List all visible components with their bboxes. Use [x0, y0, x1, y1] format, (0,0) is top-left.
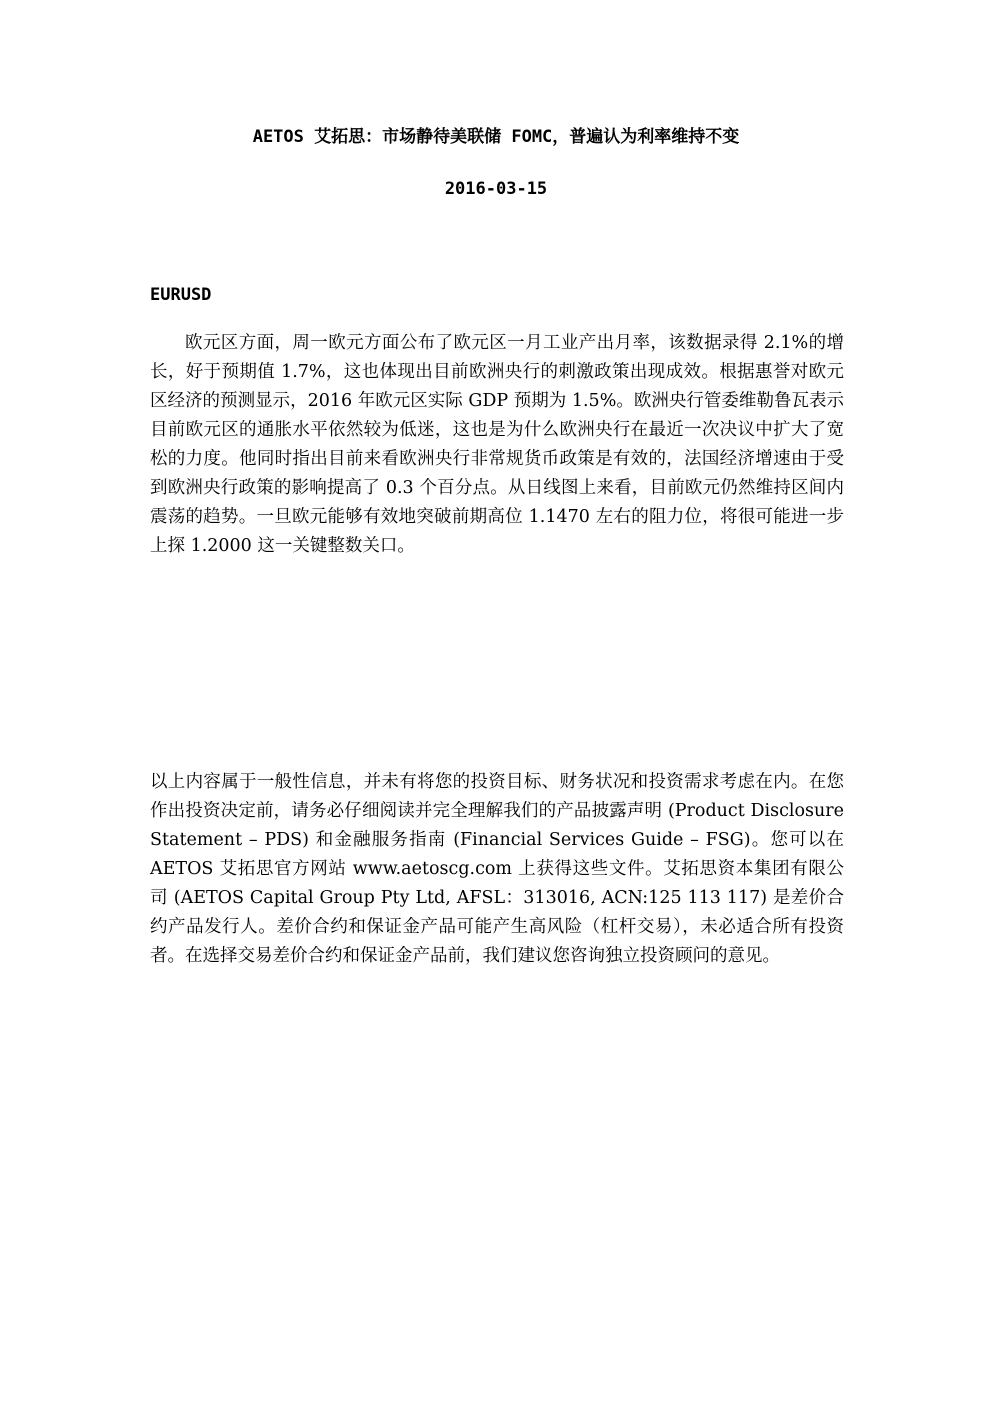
document-date: 2016-03-15	[444, 179, 548, 199]
article-paragraph: 欧元区方面，周一欧元方面公布了欧元区一月工业产出月率，该数据录得 2.1%的增长，好于预期值 1.7%，这也体现出目前欧洲央行的刺激政策出现成效。根据惠誉对欧元区经济的预测显示，2016 年欧元区实际 GDP 预期为 1.5%。欧洲央行管委维勒鲁瓦表示目前欧元区的通胀水平依然较为低迷，这也是为什么欧洲央行在最近一次决议中扩大了宽松的力度。他同时指出目前来看欧洲央行非常规货币政策是有效的，法国经济增速由于受到欧洲央行政策的影响提高了 0.3 个百分点。从日线图上来看，目前欧元仍然维持区间内震荡的趋势。一旦欧元能够有效地突破前期高位 1.1470 左右的阻力位，将很可能进一步上探 1.2000 这一关键整数关口。	[150, 333, 844, 556]
section-heading: EURUSD	[150, 285, 212, 305]
disclaimer-paragraph: 以上内容属于一般性信息，并未有将您的投资目标、财务状况和投资需求考虑在内。在您作出投资决定前，请务必仔细阅读并完全理解我们的产品披露声明 (Product Disclosure Statement – PDS) 和金融服务指南 (Financial Services Guide – FSG)。您可以在 AETOS 艾拓思官方网站 www.aetoscg.com 上获得这些文件。艾拓思资本集团有限公司 (AETOS Capital Group Pty Ltd, AFSL：313016, ACN:125 113 117) 是差价合约产品发行人。差价合约和保证金产品可能产生高风险（杠杆交易），未必适合所有投资者。在选择交易差价合约和保证金产品前，我们建议您咨询独立投资顾问的意见。	[150, 772, 844, 966]
document-title: AETOS 艾拓思：市场静待美联储 FOMC，普遍认为利率维持不变	[252, 127, 740, 147]
